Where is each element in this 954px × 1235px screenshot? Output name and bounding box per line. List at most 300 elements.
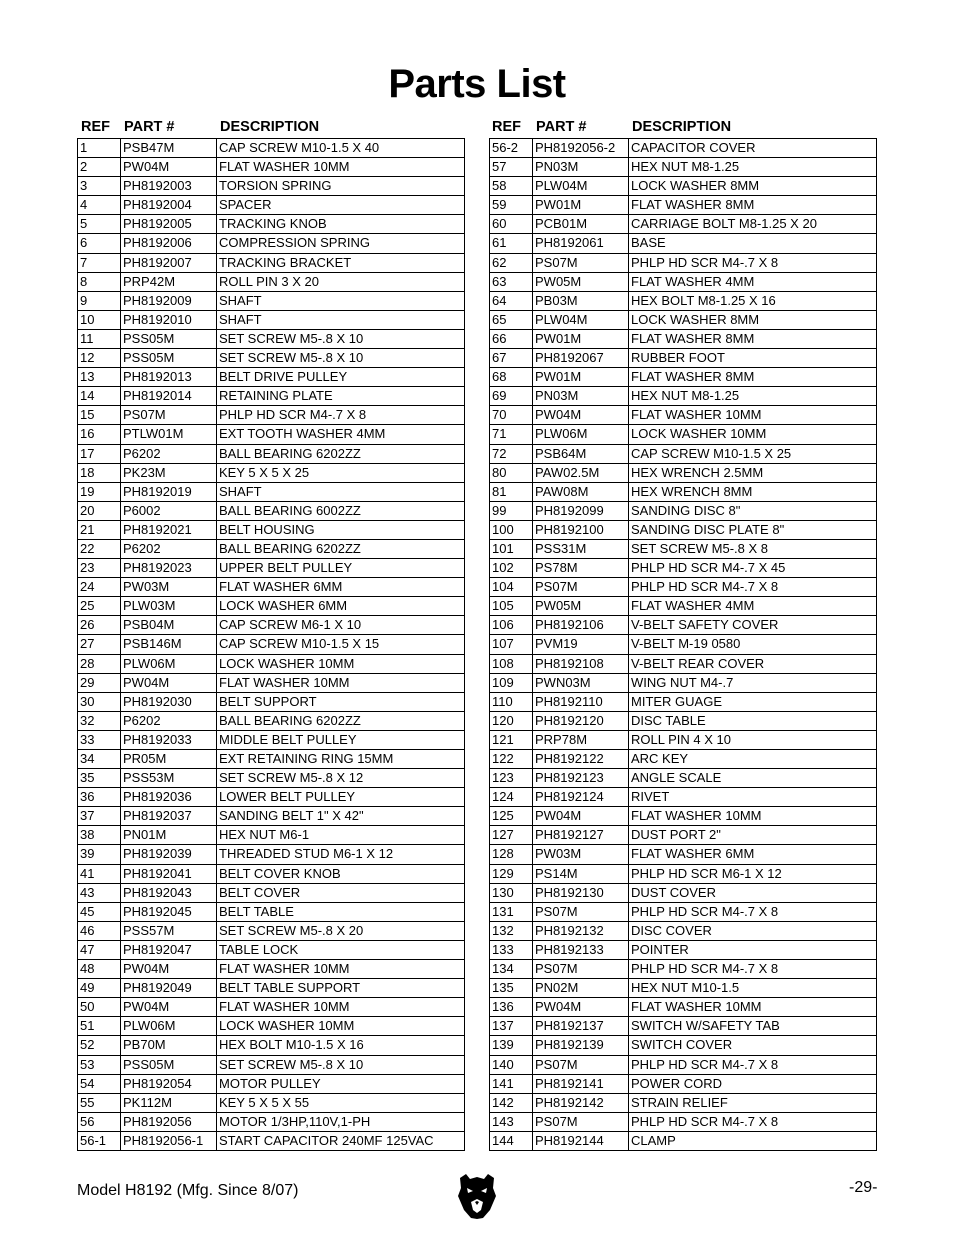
table-row [78, 520, 464, 539]
description-cell: FLAT WASHER 10MM [631, 407, 762, 423]
table-row [78, 1131, 464, 1150]
ref-cell: 107 [490, 635, 533, 653]
table-row [490, 787, 876, 806]
description-cell: LOCK WASHER 6MM [219, 598, 348, 614]
description-cell: FLAT WASHER 6MM [219, 579, 343, 595]
table-row [490, 310, 876, 329]
part-number-cell: P6202 [121, 445, 217, 463]
table-row [490, 1131, 876, 1150]
ref-cell: 60 [490, 215, 533, 233]
part-number-cell: PS07M [533, 1056, 629, 1074]
table-row [490, 883, 876, 902]
part-number-cell: PH8192132 [533, 922, 629, 940]
part-number-cell: PLW06M [533, 425, 629, 443]
part-number-cell: PW05M [533, 597, 629, 615]
ref-cell: 140 [490, 1056, 533, 1074]
table-row [78, 176, 464, 195]
part-number-cell: PW04M [533, 406, 629, 424]
description-cell: TORSION SPRING [219, 178, 332, 194]
ref-cell: 4 [78, 196, 121, 214]
table-body [77, 138, 465, 1151]
table-row [490, 577, 876, 596]
table-row [78, 463, 464, 482]
ref-cell: 133 [490, 941, 533, 959]
ref-cell: 5 [78, 215, 121, 233]
table-row [490, 844, 876, 863]
table-row [78, 329, 464, 348]
ref-cell: 30 [78, 693, 121, 711]
part-number-cell: PH8192014 [121, 387, 217, 405]
description-cell: BELT COVER [219, 884, 301, 900]
table-row [78, 1016, 464, 1035]
part-number-cell: PH8192036 [121, 788, 217, 806]
table-body [489, 138, 877, 1151]
ref-cell: 104 [490, 578, 533, 596]
page-number: -29- [849, 1179, 878, 1196]
table-row [78, 978, 464, 997]
ref-cell: 127 [490, 826, 533, 844]
part-number-cell: PH8192056 [121, 1113, 217, 1131]
ref-cell: 29 [78, 674, 121, 692]
ref-cell: 144 [490, 1132, 533, 1150]
table-row [490, 864, 876, 883]
table-row [78, 883, 464, 902]
table-row [490, 214, 876, 233]
description-cell: BALL BEARING 6002ZZ [219, 502, 361, 518]
description-cell: SANDING BELT 1" X 42" [219, 808, 364, 824]
part-number-cell: PSB64M [533, 445, 629, 463]
ref-cell: 24 [78, 578, 121, 596]
part-number-cell: PH8192067 [533, 349, 629, 367]
table-row [490, 806, 876, 825]
table-row [78, 348, 464, 367]
description-cell: UPPER BELT PULLEY [219, 560, 353, 576]
description-cell: FLAT WASHER 4MM [631, 598, 755, 614]
description-cell: BALL BEARING 6202ZZ [219, 712, 361, 728]
part-number-cell: PLW04M [533, 177, 629, 195]
description-cell: TABLE LOCK [219, 941, 299, 957]
header-ref: REF [81, 119, 110, 135]
part-number-cell: PH8192049 [121, 979, 217, 997]
description-cell: SWITCH W/SAFETY TAB [631, 1018, 780, 1034]
description-cell: DISC COVER [631, 922, 712, 938]
part-number-cell: PH8192133 [533, 941, 629, 959]
description-cell: SHAFT [219, 292, 262, 308]
description-cell: LOCK WASHER 10MM [219, 1018, 355, 1034]
part-number-cell: PB03M [533, 292, 629, 310]
description-cell: CAPACITOR COVER [631, 140, 756, 155]
ref-cell: 128 [490, 845, 533, 863]
description-cell: DUST PORT 2" [631, 827, 721, 843]
table-row [78, 444, 464, 463]
header-description: DESCRIPTION [632, 119, 732, 135]
ref-cell: 109 [490, 674, 533, 692]
table-row [78, 787, 464, 806]
part-number-cell: PRP78M [533, 731, 629, 749]
ref-cell: 41 [78, 865, 121, 883]
part-number-cell: PH8192003 [121, 177, 217, 195]
ref-cell: 59 [490, 196, 533, 214]
description-cell: TRACKING BRACKET [219, 254, 352, 270]
ref-cell: 25 [78, 597, 121, 615]
table-row [78, 768, 464, 787]
table-row [78, 1074, 464, 1093]
ref-cell: 141 [490, 1075, 533, 1093]
table-row [490, 463, 876, 482]
part-number-cell: PTLW01M [121, 425, 217, 443]
ref-cell: 12 [78, 349, 121, 367]
part-number-cell: PH8192010 [121, 311, 217, 329]
description-cell: CAP SCREW M10-1.5 X 25 [631, 445, 792, 461]
ref-cell: 39 [78, 845, 121, 863]
part-number-cell: PLW03M [121, 597, 217, 615]
part-number-cell: PH8192137 [533, 1017, 629, 1035]
table-row [78, 139, 464, 157]
table-row [78, 310, 464, 329]
table-row [490, 139, 876, 157]
table-row [490, 176, 876, 195]
ref-cell: 9 [78, 292, 121, 310]
ref-cell: 66 [490, 330, 533, 348]
part-number-cell: PH8192127 [533, 826, 629, 844]
part-number-cell: PH8192037 [121, 807, 217, 825]
table-row [490, 558, 876, 577]
part-number-cell: PW04M [121, 674, 217, 692]
part-number-cell: PSS31M [533, 540, 629, 558]
description-cell: PHLP HD SCR M4-.7 X 8 [219, 407, 367, 423]
table-row [490, 444, 876, 463]
parts-table-left [77, 116, 465, 1151]
ref-cell: 2 [78, 158, 121, 176]
part-number-cell: PW05M [533, 273, 629, 291]
part-number-cell: PSS53M [121, 769, 217, 787]
ref-cell: 71 [490, 425, 533, 443]
description-cell: SET SCREW M5-.8 X 12 [219, 770, 364, 786]
ref-cell: 121 [490, 731, 533, 749]
table-row [78, 253, 464, 272]
ref-cell: 23 [78, 559, 121, 577]
ref-cell: 45 [78, 903, 121, 921]
description-cell: V-BELT M-19 0580 [631, 636, 741, 652]
ref-cell: 48 [78, 960, 121, 978]
ref-cell: 124 [490, 788, 533, 806]
part-number-cell: PWN03M [533, 674, 629, 692]
description-cell: CAP SCREW M10-1.5 X 40 [219, 140, 380, 155]
ref-cell: 80 [490, 464, 533, 482]
description-cell: PHLP HD SCR M4-.7 X 8 [631, 1113, 779, 1129]
ref-cell: 34 [78, 750, 121, 768]
part-number-cell: PRP42M [121, 273, 217, 291]
part-number-cell: P6002 [121, 502, 217, 520]
description-cell: SANDING DISC 8" [631, 502, 741, 518]
part-number-cell: P6202 [121, 540, 217, 558]
ref-cell: 28 [78, 655, 121, 673]
ref-cell: 10 [78, 311, 121, 329]
part-number-cell: PH8192023 [121, 559, 217, 577]
part-number-cell: PSB146M [121, 635, 217, 653]
table-row [78, 157, 464, 176]
header-part: PART # [124, 119, 175, 135]
part-number-cell: PLW06M [121, 1017, 217, 1035]
table-row [78, 940, 464, 959]
description-cell: WING NUT M4-.7 [631, 674, 734, 690]
description-cell: BELT TABLE [219, 903, 294, 919]
table-row [78, 272, 464, 291]
ref-cell: 142 [490, 1094, 533, 1112]
ref-cell: 132 [490, 922, 533, 940]
description-cell: MOTOR 1/3HP,110V,1-PH [219, 1113, 371, 1129]
ref-cell: 64 [490, 292, 533, 310]
part-number-cell: PN01M [121, 826, 217, 844]
description-cell: THREADED STUD M6-1 X 12 [219, 846, 394, 862]
description-cell: HEX NUT M8-1.25 [631, 159, 740, 175]
table-row [78, 634, 464, 653]
description-cell: DISC TABLE [631, 712, 706, 728]
description-cell: FLAT WASHER 10MM [219, 999, 350, 1015]
description-cell: RIVET [631, 789, 670, 805]
description-cell: FLAT WASHER 8MM [631, 369, 755, 385]
ref-cell: 32 [78, 712, 121, 730]
table-row [490, 1112, 876, 1131]
description-cell: TRACKING KNOB [219, 216, 327, 232]
part-number-cell: PW03M [533, 845, 629, 863]
ref-cell: 123 [490, 769, 533, 787]
part-number-cell: PH8192007 [121, 254, 217, 272]
description-cell: HEX BOLT M8-1.25 X 16 [631, 292, 776, 308]
description-cell: BELT COVER KNOB [219, 865, 341, 881]
part-number-cell: PW03M [121, 578, 217, 596]
table-row [78, 291, 464, 310]
part-number-cell: PN02M [533, 979, 629, 997]
part-number-cell: PLW04M [533, 311, 629, 329]
description-cell: KEY 5 X 5 X 25 [219, 464, 310, 480]
description-cell: ARC KEY [631, 751, 689, 766]
table-row [490, 1074, 876, 1093]
part-number-cell: PS07M [533, 254, 629, 272]
table-row [490, 749, 876, 768]
ref-cell: 56-1 [78, 1132, 121, 1150]
ref-cell: 131 [490, 903, 533, 921]
part-number-cell: PH8192122 [533, 750, 629, 768]
table-row [490, 825, 876, 844]
part-number-cell: PH8192099 [533, 502, 629, 520]
ref-cell: 136 [490, 998, 533, 1016]
table-row [490, 482, 876, 501]
page-title: Parts List [388, 62, 566, 106]
ref-cell: 16 [78, 425, 121, 443]
table-row [78, 1055, 464, 1074]
ref-cell: 52 [78, 1036, 121, 1054]
description-cell: LOWER BELT PULLEY [219, 789, 356, 805]
ref-cell: 6 [78, 234, 121, 252]
description-cell: V-BELT REAR COVER [631, 655, 765, 671]
description-cell: FLAT WASHER 4MM [631, 273, 755, 289]
description-cell: FLAT WASHER 10MM [219, 674, 350, 690]
description-cell: SET SCREW M5-.8 X 10 [219, 350, 364, 366]
description-cell: LOCK WASHER 8MM [631, 311, 760, 327]
description-cell: ANGLE SCALE [631, 770, 722, 786]
part-number-cell: PH8192130 [533, 884, 629, 902]
part-number-cell: PH8192056-1 [121, 1132, 217, 1150]
description-cell: BALL BEARING 6202ZZ [219, 445, 361, 461]
part-number-cell: PH8192141 [533, 1075, 629, 1093]
ref-cell: 143 [490, 1113, 533, 1131]
ref-cell: 14 [78, 387, 121, 405]
ref-cell: 56 [78, 1113, 121, 1131]
part-number-cell: PS07M [121, 406, 217, 424]
description-cell: BELT SUPPORT [219, 693, 317, 709]
ref-cell: 65 [490, 311, 533, 329]
part-number-cell: PH8192124 [533, 788, 629, 806]
header-part: PART # [536, 119, 587, 135]
description-cell: PHLP HD SCR M4-.7 X 8 [631, 961, 779, 977]
part-number-cell: PW01M [533, 368, 629, 386]
part-number-cell: PW01M [533, 196, 629, 214]
table-row [78, 711, 464, 730]
description-cell: CLAMP [631, 1132, 676, 1148]
description-cell: BELT DRIVE PULLEY [219, 369, 348, 385]
table-row [490, 596, 876, 615]
table-row [490, 520, 876, 539]
description-cell: RUBBER FOOT [631, 350, 725, 366]
description-cell: LOCK WASHER 8MM [631, 178, 760, 194]
table-row [490, 997, 876, 1016]
ref-cell: 20 [78, 502, 121, 520]
ref-cell: 125 [490, 807, 533, 825]
table-row [78, 1112, 464, 1131]
description-cell: MOTOR PULLEY [219, 1075, 321, 1091]
description-cell: BELT TABLE SUPPORT [219, 980, 361, 996]
ref-cell: 134 [490, 960, 533, 978]
table-row [78, 596, 464, 615]
table-row [490, 1016, 876, 1035]
table-row [490, 711, 876, 730]
ref-cell: 63 [490, 273, 533, 291]
ref-cell: 46 [78, 922, 121, 940]
description-cell: V-BELT SAFETY COVER [631, 617, 779, 633]
footer-model: Model H8192 (Mfg. Since 8/07) [77, 1182, 299, 1199]
description-cell: SANDING DISC PLATE 8" [631, 521, 785, 537]
part-number-cell: PH8192021 [121, 521, 217, 539]
table-row [490, 367, 876, 386]
part-number-cell: PVM19 [533, 635, 629, 653]
ref-cell: 53 [78, 1056, 121, 1074]
ref-cell: 58 [490, 177, 533, 195]
description-cell: MIDDLE BELT PULLEY [219, 731, 357, 747]
ref-cell: 26 [78, 616, 121, 634]
ref-cell: 67 [490, 349, 533, 367]
table-row [78, 654, 464, 673]
table-row [78, 921, 464, 940]
part-number-cell: PS07M [533, 1113, 629, 1131]
part-number-cell: PH8192056-2 [533, 139, 629, 157]
description-cell: ROLL PIN 4 X 10 [631, 731, 731, 747]
ref-cell: 55 [78, 1094, 121, 1112]
ref-cell: 122 [490, 750, 533, 768]
part-number-cell: PH8192030 [121, 693, 217, 711]
ref-cell: 72 [490, 445, 533, 463]
table-row [78, 825, 464, 844]
description-cell: PHLP HD SCR M4-.7 X 8 [631, 1056, 779, 1072]
table-row [490, 195, 876, 214]
part-number-cell: PB70M [121, 1036, 217, 1054]
ref-cell: 51 [78, 1017, 121, 1035]
part-number-cell: PH8192142 [533, 1094, 629, 1112]
part-number-cell: PW01M [533, 330, 629, 348]
table-row [78, 558, 464, 577]
description-cell: BALL BEARING 6202ZZ [219, 540, 361, 556]
description-cell: POWER CORD [631, 1075, 722, 1091]
table-row [78, 1093, 464, 1112]
description-cell: PHLP HD SCR M4-.7 X 8 [631, 579, 779, 595]
ref-cell: 1 [78, 139, 121, 157]
part-number-cell: PH8192041 [121, 865, 217, 883]
table-row [78, 749, 464, 768]
description-cell: HEX NUT M8-1.25 [631, 388, 740, 404]
description-cell: FLAT WASHER 10MM [219, 159, 350, 175]
description-cell: SET SCREW M5-.8 X 8 [631, 540, 769, 556]
ref-cell: 37 [78, 807, 121, 825]
table-row [490, 424, 876, 443]
description-cell: SET SCREW M5-.8 X 10 [219, 330, 364, 346]
table-row [490, 673, 876, 692]
table-row [490, 501, 876, 520]
ref-cell: 101 [490, 540, 533, 558]
description-cell: PHLP HD SCR M4-.7 X 8 [631, 254, 779, 270]
ref-cell: 81 [490, 483, 533, 501]
part-number-cell: PLW06M [121, 655, 217, 673]
part-number-cell: PH8192043 [121, 884, 217, 902]
part-number-cell: PH8192123 [533, 769, 629, 787]
ref-cell: 43 [78, 884, 121, 902]
description-cell: FLAT WASHER 6MM [631, 846, 755, 862]
table-row [78, 902, 464, 921]
description-cell: HEX NUT M6-1 [219, 827, 310, 843]
ref-cell: 8 [78, 273, 121, 291]
ref-cell: 61 [490, 234, 533, 252]
part-number-cell: PN03M [533, 387, 629, 405]
ref-cell: 102 [490, 559, 533, 577]
part-number-cell: PSS57M [121, 922, 217, 940]
ref-cell: 106 [490, 616, 533, 634]
ref-cell: 33 [78, 731, 121, 749]
part-number-cell: PH8192054 [121, 1075, 217, 1093]
part-number-cell: PH8192120 [533, 712, 629, 730]
ref-cell: 57 [490, 158, 533, 176]
table-row [490, 1055, 876, 1074]
table-row [490, 386, 876, 405]
description-cell: PHLP HD SCR M4-.7 X 45 [631, 560, 786, 576]
description-cell: MITER GUAGE [631, 693, 723, 709]
table-row [490, 233, 876, 252]
table-row [490, 978, 876, 997]
header-ref: REF [492, 119, 521, 135]
table-row [78, 864, 464, 883]
description-cell: HEX NUT M10-1.5 [631, 980, 740, 996]
description-cell: SHAFT [219, 483, 262, 499]
ref-cell: 17 [78, 445, 121, 463]
part-number-cell: PSB04M [121, 616, 217, 634]
table-row [490, 959, 876, 978]
table-row [78, 233, 464, 252]
table-row [490, 1035, 876, 1054]
table-row [78, 539, 464, 558]
description-cell: RETAINING PLATE [219, 388, 333, 404]
part-number-cell: PH8192005 [121, 215, 217, 233]
ref-cell: 105 [490, 597, 533, 615]
part-number-cell: PS07M [533, 960, 629, 978]
part-number-cell: PN03M [533, 158, 629, 176]
